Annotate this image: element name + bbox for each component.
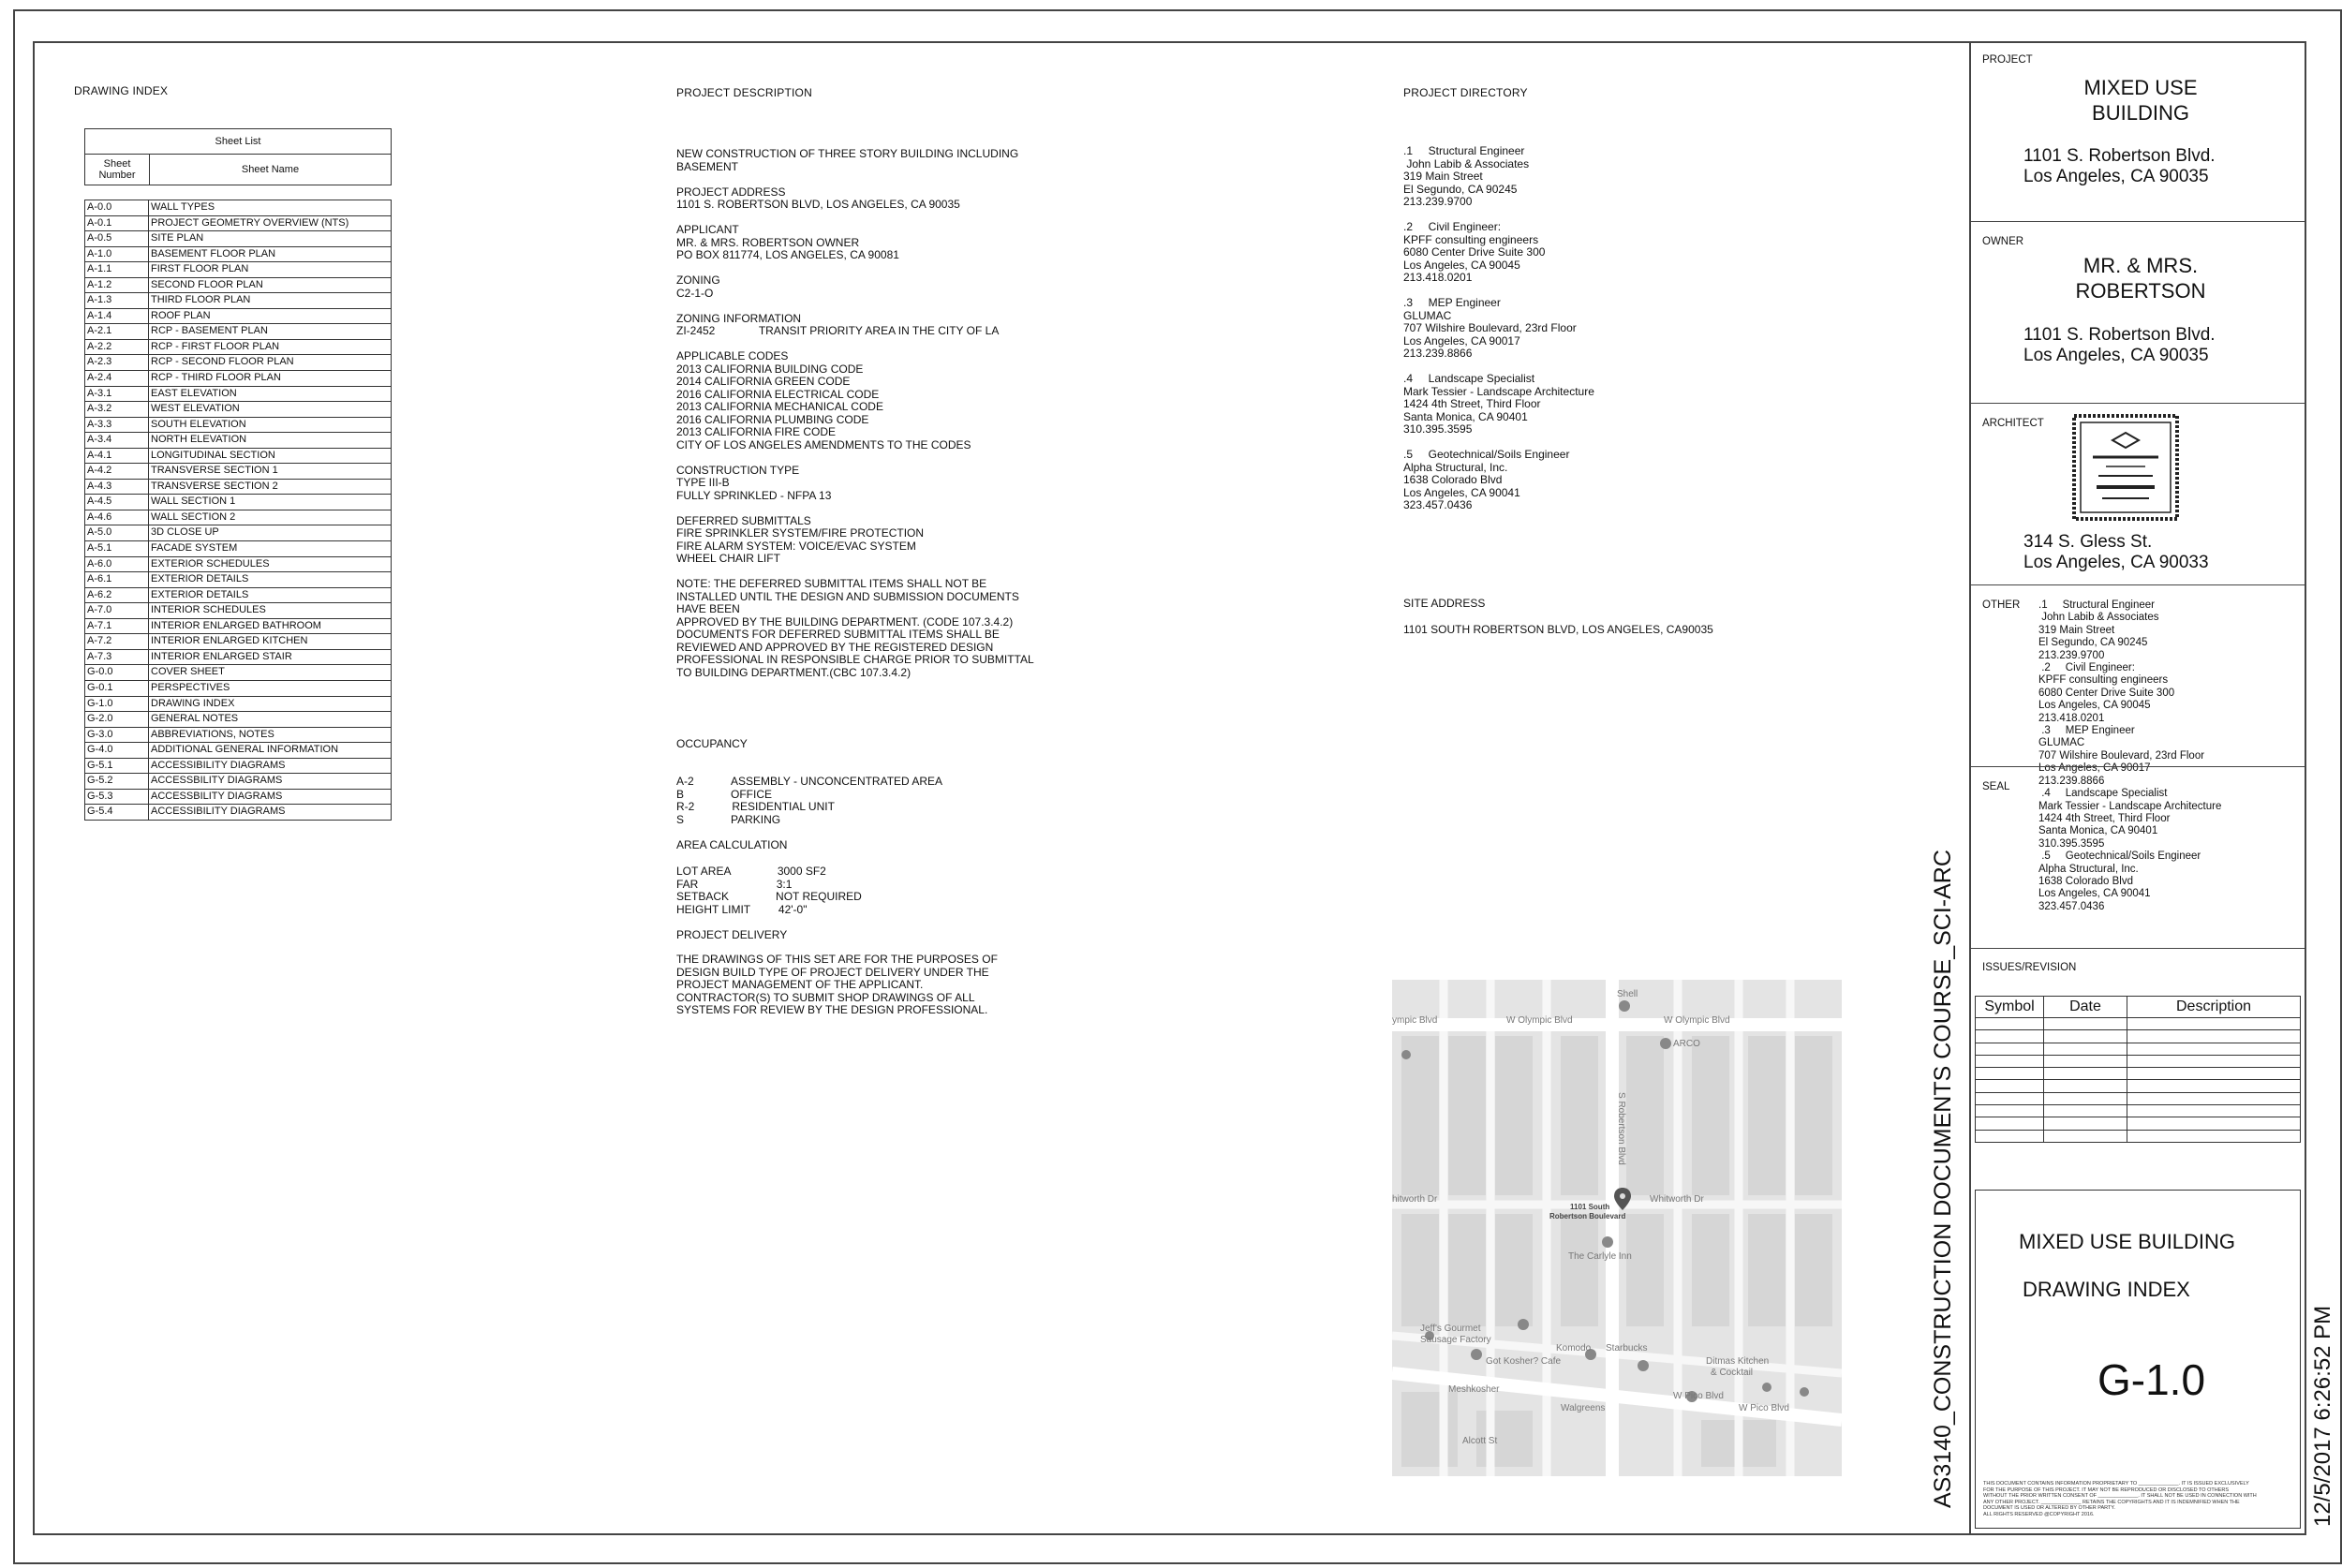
- sheet-list-row: [85, 200, 391, 216]
- issues-revision-label: ISSUES/REVISION: [1982, 962, 2077, 973]
- sheet-name-cell: RCP - THIRD FLOOR PLAN: [151, 372, 281, 384]
- sheet-name-cell: GENERAL NOTES: [151, 713, 239, 725]
- sheet-list-row: [85, 805, 391, 821]
- sheet-number-cell: G-4.0: [85, 743, 149, 758]
- sheet-list-row: [85, 665, 391, 681]
- map-label: Ditmas Kitchen: [1706, 1356, 1770, 1367]
- sheet-name-cell: PROJECT GEOMETRY OVERVIEW (NTS): [151, 216, 349, 229]
- map-label: Komodo: [1556, 1343, 1592, 1354]
- sheet-number-cell: A-0.1: [85, 216, 149, 231]
- sheet-list-row: [85, 402, 391, 418]
- sheet-name-cell: FACADE SYSTEM: [151, 542, 238, 555]
- sheet-list-row: [85, 728, 391, 744]
- sheet-number-cell: G-5.4: [85, 805, 149, 820]
- sheet-number-cell: A-4.1: [85, 449, 149, 464]
- sheet-name-cell: FIRST FLOOR PLAN: [151, 263, 249, 275]
- description-column-header: Description: [2127, 997, 2301, 1018]
- map-label: Shell: [1617, 989, 1638, 999]
- sheet-name-cell: WALL SECTION 2: [151, 510, 236, 523]
- sheet-name-cell: EXTERIOR SCHEDULES: [151, 557, 270, 570]
- sheet-name-cell: EAST ELEVATION: [151, 387, 237, 399]
- architect-address: 314 S. Gless St. Los Angeles, CA 90033: [2023, 532, 2209, 572]
- sheet-number-cell: A-0.5: [85, 231, 149, 246]
- sheet-number-cell: A-3.4: [85, 433, 149, 448]
- project-directory-body: .1 Structural Engineer John Labib & Associates 319 Main Street El Segundo, CA 90245 213.239.9700 .2 Civil Engineer: KPFF consulting engineers 6080 Center Drive Suite 300 Los Angeles, CA 90045 213.418.0201 .3 MEP Engineer GLUMAC 707 Wilshire Boulevard, 23rd Floor Los Angeles, CA 90017 213.239.8866 .4 Landscape Specialist Mark Tessier - Landscape Architecture 1424 4th Street, Third Floor Santa Monica, CA 90401 310.395.3595 .5 Geotechnical/Soils Engineer Alpha Structural, Inc. 1638 Colorado Blvd Los Angeles, CA 90041 323.457.0436: [1403, 144, 1594, 511]
- sheet-list-row: [85, 309, 391, 325]
- sheet-name-cell: LONGITUDINAL SECTION: [151, 449, 275, 461]
- sheet-number-cell: A-5.1: [85, 541, 149, 556]
- sheet-name-cell: 3D CLOSE UP: [151, 526, 219, 539]
- map-label: Walgreens: [1561, 1403, 1606, 1413]
- sheet-name-cell: SECOND FLOOR PLAN: [151, 278, 263, 290]
- sheet-list-header: [84, 128, 392, 185]
- sheet-number-cell: A-4.3: [85, 480, 149, 495]
- owner-address: 1101 S. Robertson Blvd. Los Angeles, CA 90035: [2023, 325, 2216, 365]
- sheet-list-row: [85, 619, 391, 635]
- sheet-list-row: [85, 650, 391, 666]
- sheet-name-cell: TRANSVERSE SECTION 2: [151, 480, 278, 492]
- sheet-name-cell: ACCESSIBILITY DIAGRAMS: [151, 759, 286, 771]
- sheet-number-cell: A-1.4: [85, 309, 149, 324]
- title-block-separator: [1969, 766, 2306, 767]
- sheet-number-cell: A-0.0: [85, 200, 149, 215]
- other-consultants-list: .1 Structural Engineer John Labib & Associates 319 Main Street El Segundo, CA 90245 213.239.9700 .2 Civil Engineer: KPFF consulting engineers 6080 Center Drive Suite 300 Los Angeles, CA 90045 213.418.0201 .3 MEP Engineer GLUMAC 707 Wilshire Boulevard, 23rd Floor Los Angeles, CA 90017 213.239.8866 .4 Landscape Specialist Mark Tessier - Landscape Architecture 1424 4th Street, Third Floor Santa Monica, CA 90401 310.395.3595 .5 Geotechnical/Soils Engineer Alpha Structural, Inc. 1638 Colorado Blvd Los Angeles, CA 90041 323.457.0436: [2038, 599, 2222, 912]
- sheet-name-cell: SITE PLAN: [151, 232, 204, 244]
- map-label: Meshkosher: [1448, 1384, 1500, 1395]
- other-label: OTHER: [1982, 599, 2021, 611]
- sheet-name-cell: WALL SECTION 1: [151, 496, 236, 508]
- owner-label: OWNER: [1982, 236, 2024, 247]
- sheet-list-row: [85, 293, 391, 309]
- sheet-name-cell: DRAWING INDEX: [151, 697, 235, 709]
- sheet-name-cell: ROOF PLAN: [151, 309, 211, 321]
- site-address-heading: SITE ADDRESS: [1403, 597, 1486, 610]
- sheet-name-cell: EXTERIOR DETAILS: [151, 588, 249, 600]
- sheet-list-row: [85, 495, 391, 510]
- project-name: MIXED USE BUILDING: [2083, 76, 2198, 125]
- sheet-title-name: DRAWING INDEX: [2023, 1278, 2190, 1301]
- project-directory-heading: PROJECT DIRECTORY: [1403, 86, 1528, 99]
- sheet-list-row: [85, 510, 391, 526]
- map-label: Jeff's Gourmet: [1420, 1324, 1481, 1334]
- sheet-list-row: [85, 603, 391, 619]
- sheet-number-cell: A-7.0: [85, 603, 149, 618]
- sheet-list-table: [84, 200, 392, 821]
- sheet-name-cell: INTERIOR ENLARGED KITCHEN: [151, 635, 308, 647]
- sheet-name-cell: INTERIOR SCHEDULES: [151, 604, 266, 616]
- map-label: & Cocktail: [1711, 1368, 1754, 1378]
- sheet-list-row: [85, 340, 391, 356]
- sheet-list-title: Sheet List: [85, 129, 391, 155]
- sheet-number-cell: A-4.2: [85, 464, 149, 479]
- sheet-number-cell: A-2.1: [85, 324, 149, 339]
- map-label: Whitworth Dr: [1650, 1194, 1704, 1205]
- sheet-list-row: [85, 525, 391, 541]
- sheet-list-row: [85, 216, 391, 232]
- map-label: S Robertson Blvd: [1616, 1092, 1626, 1165]
- sheet-number-cell: A-5.0: [85, 525, 149, 540]
- sheet-list-row: [85, 588, 391, 604]
- revision-row: [1976, 1030, 2301, 1043]
- sheet-number-header: Sheet Number: [85, 155, 150, 185]
- sheet-list-row: [85, 541, 391, 557]
- sheet-list-row: [85, 790, 391, 806]
- site-map-graphic: [1392, 980, 1842, 1476]
- sheet-number-cell: A-1.2: [85, 278, 149, 293]
- sheet-list-row: [85, 480, 391, 496]
- project-description-heading: PROJECT DESCRIPTION: [676, 86, 812, 99]
- sheet-number-cell: G-5.1: [85, 759, 149, 774]
- symbol-column-header: Symbol: [1976, 997, 2044, 1018]
- sheet-name-cell: COVER SHEET: [151, 666, 225, 678]
- title-block-separator: [1969, 403, 2306, 404]
- revision-row: [1976, 1068, 2301, 1080]
- architect-stamp-logo: [2070, 412, 2181, 523]
- sheet-name-cell: TRANSVERSE SECTION 1: [151, 465, 278, 477]
- sheet-name-cell: INTERIOR ENLARGED STAIR: [151, 650, 292, 662]
- sheet-number-cell: A-2.2: [85, 340, 149, 355]
- sheet-list-row: [85, 697, 391, 713]
- sheet-list-row: [85, 464, 391, 480]
- sheet-name-header: Sheet Name: [241, 164, 300, 175]
- sheet-list-row: [85, 278, 391, 294]
- sheet-list-row: [85, 774, 391, 790]
- site-map: [1392, 980, 1842, 1476]
- sheet-list-row: [85, 743, 391, 759]
- sheet-name-cell: ACCESSIBILITY DIAGRAMS: [151, 806, 286, 818]
- sheet-name-cell: RCP - FIRST FLOOR PLAN: [151, 340, 280, 352]
- map-label: W Olympic Blvd: [1506, 1015, 1573, 1026]
- revision-row: [1976, 1080, 2301, 1092]
- sheet-list-row: [85, 247, 391, 263]
- sheet-number-cell: A-3.1: [85, 387, 149, 402]
- revision-row: [1976, 1018, 2301, 1030]
- project-label: PROJECT: [1982, 54, 2033, 66]
- sheet-number-cell: G-3.0: [85, 728, 149, 743]
- sheet-title-project: MIXED USE BUILDING: [2019, 1230, 2236, 1253]
- sheet-name-cell: WALL TYPES: [151, 201, 215, 213]
- seal-label: SEAL: [1982, 781, 2010, 792]
- sheet-name-cell: NORTH ELEVATION: [151, 434, 247, 446]
- map-label: Alcott St: [1462, 1436, 1498, 1446]
- drawing-index-heading: DRAWING INDEX: [74, 84, 169, 97]
- sheet-number-cell: A-6.1: [85, 572, 149, 587]
- sheet-list-row: [85, 572, 391, 588]
- sheet-name-cell: SOUTH ELEVATION: [151, 418, 246, 430]
- title-block-separator: [1969, 584, 2306, 585]
- date-column-header: Date: [2044, 997, 2127, 1018]
- map-label: ympic Blvd: [1392, 1015, 1438, 1026]
- map-label: W Pico Blvd: [1673, 1391, 1724, 1401]
- sheet-title-box: [1975, 1190, 2301, 1529]
- architect-label: ARCHITECT: [1982, 418, 2044, 429]
- sheet-number: G-1.0: [2097, 1355, 2206, 1404]
- sheet-list-row: [85, 355, 391, 371]
- sheet-name-cell: INTERIOR ENLARGED BATHROOM: [151, 619, 321, 631]
- sheet-number-cell: A-6.0: [85, 557, 149, 572]
- sheet-number-cell: G-5.2: [85, 774, 149, 789]
- map-label: W Pico Blvd: [1739, 1403, 1789, 1413]
- sheet-number-cell: A-2.4: [85, 371, 149, 386]
- sheet-number-cell: A-7.1: [85, 619, 149, 634]
- revision-row: [1976, 1105, 2301, 1117]
- sheet-number-cell: G-2.0: [85, 712, 149, 727]
- sheet-number-cell: A-6.2: [85, 588, 149, 603]
- sheet-number-cell: G-0.1: [85, 681, 149, 696]
- sheet-name-cell: EXTERIOR DETAILS: [151, 573, 249, 585]
- area-calculation-list: LOT AREA 3000 SF2 FAR 3:1 SETBACK NOT REQUIRED HEIGHT LIMIT 42'-0": [676, 865, 862, 916]
- revision-row: [1976, 1092, 2301, 1104]
- sheet-number-cell: G-1.0: [85, 697, 149, 712]
- sheet-list-row: [85, 449, 391, 465]
- sheet-number-cell: A-1.1: [85, 262, 149, 277]
- title-block-divider: [1969, 41, 1971, 1535]
- sheet-list-row: [85, 681, 391, 697]
- sheet-list-row: [85, 712, 391, 728]
- sheet-number-cell: A-3.3: [85, 418, 149, 433]
- sheet-name-cell: WEST ELEVATION: [151, 403, 240, 415]
- project-delivery-body: THE DRAWINGS OF THIS SET ARE FOR THE PURPOSES OF DESIGN BUILD TYPE OF PROJECT DELIVERY UNDER THE PROJECT MANAGEMENT OF THE APPLICANT. CONTRACTOR(S) TO SUBMIT SHOP DRAWINGS OF ALL SYSTEMS FOR REVIEW BY THE DESIGN PROFESSIONAL.: [676, 953, 998, 1016]
- map-label-site: Robertson Boulevard: [1549, 1212, 1626, 1220]
- sheet-name-cell: ACCESSBILITY DIAGRAMS: [151, 775, 283, 787]
- map-label: The Carlyle Inn: [1568, 1251, 1632, 1262]
- sheet-number-cell: A-1.0: [85, 247, 149, 262]
- sheet-name-cell: ADDITIONAL GENERAL INFORMATION: [151, 744, 339, 756]
- sheet-list-row: [85, 418, 391, 434]
- sheet-number-cell: A-4.6: [85, 510, 149, 525]
- site-address-text: 1101 SOUTH ROBERTSON BLVD, LOS ANGELES, CA90035: [1403, 623, 1713, 636]
- sheet-name-cell: ACCESSBILITY DIAGRAMS: [151, 790, 283, 802]
- sheet-number-cell: G-0.0: [85, 665, 149, 680]
- plot-date-vertical: 12/5/2017 6:26:52 PM: [2310, 1305, 2335, 1527]
- sheet-name-cell: RCP - BASEMENT PLAN: [151, 325, 268, 337]
- sheet-list-row: [85, 433, 391, 449]
- sheet-number-cell: A-3.2: [85, 402, 149, 417]
- map-label: hitworth Dr: [1392, 1194, 1438, 1205]
- project-delivery-heading: PROJECT DELIVERY: [676, 928, 788, 941]
- occupancy-list: A-2 ASSEMBLY - UNCONCENTRATED AREA B OFFICE R-2 RESIDENTIAL UNIT S PARKING: [676, 775, 943, 826]
- sheet-list-row: [85, 262, 391, 278]
- issues-revision-table: [1975, 996, 2301, 1143]
- sheet-number-cell: A-4.5: [85, 495, 149, 510]
- occupancy-heading: OCCUPANCY: [676, 737, 748, 750]
- revision-row: [1976, 1117, 2301, 1130]
- sheet-name-cell: ABBREVIATIONS, NOTES: [151, 728, 274, 740]
- project-address: 1101 S. Robertson Blvd. Los Angeles, CA 90035: [2023, 146, 2216, 186]
- sheet-list-row: [85, 759, 391, 775]
- title-block-separator: [1969, 221, 2306, 222]
- sheet-number-cell: A-7.2: [85, 634, 149, 649]
- map-label: W Olympic Blvd: [1664, 1015, 1730, 1026]
- sheet-list-row: [85, 557, 391, 573]
- sheet-name-cell: BASEMENT FLOOR PLAN: [151, 247, 276, 259]
- map-label-site: 1101 South: [1570, 1203, 1610, 1211]
- sheet-list-row: [85, 231, 391, 247]
- map-label: Sausage Factory: [1420, 1335, 1491, 1345]
- sheet-number-cell: G-5.3: [85, 790, 149, 805]
- sheet-number-cell: A-1.3: [85, 293, 149, 308]
- owner-name: MR. & MRS. ROBERTSON: [2075, 254, 2206, 303]
- sheet-list-row: [85, 324, 391, 340]
- project-description-body: NEW CONSTRUCTION OF THREE STORY BUILDING INCLUDING BASEMENT PROJECT ADDRESS 1101 S. ROBERTSON BLVD, LOS ANGELES, CA 90035 APPLICANT MR. & MRS. ROBERTSON OWNER PO BOX 811774, LOS ANGELES, CA 90081 ZONING C2-1-O ZONING INFORMATION ZI-2452 TRANSIT PRIORITY AREA IN THE CITY OF LA APPLICABLE CODES 2013 CALIFORNIA BUILDING CODE 2014 CALIFORNIA GREEN CODE 2016 CALIFORNIA ELECTRICAL CODE 2013 CALIFORNIA MECHANICAL CODE 2016 CALIFORNIA PLUMBING CODE 2013 CALIFORNIA FIRE CODE CITY OF LOS ANGELES AMENDMENTS TO THE CODES CONSTRUCTION TYPE TYPE III-B FULLY SPRINKLED - NFPA 13 DEFERRED SUBMITTALS FIRE SPRINKLER SYSTEM/FIRE PROTECTION FIRE ALARM SYSTEM: VOICE/EVAC SYSTEM WHEEL CHAIR LIFT NOTE: THE DEFERRED SUBMITTAL ITEMS SHALL NOT BE INSTALLED UNTIL THE DESIGN AND SUBMISSION DOCUMENTS HAVE BEEN APPROVED BY THE BUILDING DEPARTMENT. (CODE 107.3.4.2) DOCUMENTS FOR DEFERRED SUBMITTAL ITEMS SHALL BE REVIEWED AND APPROVED BY THE REGISTERED DESIGN PROFESSIONAL IN RESPONSIBLE CHARGE PRIOR TO SUBMITTAL TO BUILDING DEPARTMENT.(CBC 107.3.4.2): [676, 147, 1034, 679]
- sheet-number-cell: A-2.3: [85, 355, 149, 370]
- sheet-list-row: [85, 387, 391, 403]
- copyright-disclaimer: THIS DOCUMENT CONTAINS INFORMATION PROPRIETARY TO ______________. IT IS ISSUED EXCLUSIVELY FOR THE PURPOSE OF THIS PROJECT. IT MAY NOT BE REPRODUCED OR DISCLOSED TO OTHERS WITHOUT THE PRIOR WRITTEN CONSENT OF ______________. IT SHALL NOT BE USED IN CONNECTION WITH ANY OTHER PROJECT. ______________ RETAINS THE COPYRIGHTS AND IT IS INDEMNIFIED WHEN THE DOCUMENT IS USED OR ALTERED BY OTHER PARTY. ALL RIGHTS RESERVED @COPYRIGHT 2016.: [1983, 1481, 2257, 1517]
- sheet-list-row: [85, 371, 391, 387]
- course-title-vertical: AS3140_CONSTRUCTION DOCUMENTS COURSE_SCI-ARC: [1930, 850, 1956, 1508]
- sheet-name-cell: PERSPECTIVES: [151, 681, 230, 693]
- revision-row: [1976, 1130, 2301, 1142]
- sheet-number-cell: A-7.3: [85, 650, 149, 665]
- revision-row: [1976, 1043, 2301, 1055]
- area-calculation-heading: AREA CALCULATION: [676, 838, 788, 851]
- sheet-list-row: [85, 634, 391, 650]
- map-label: Starbucks: [1606, 1343, 1648, 1354]
- title-block-separator: [1969, 948, 2306, 949]
- map-label: Got Kosher? Cafe: [1486, 1356, 1562, 1367]
- sheet-name-cell: THIRD FLOOR PLAN: [151, 294, 251, 306]
- map-label: ARCO: [1673, 1039, 1700, 1049]
- sheet-name-cell: RCP - SECOND FLOOR PLAN: [151, 356, 294, 368]
- revision-row: [1976, 1055, 2301, 1067]
